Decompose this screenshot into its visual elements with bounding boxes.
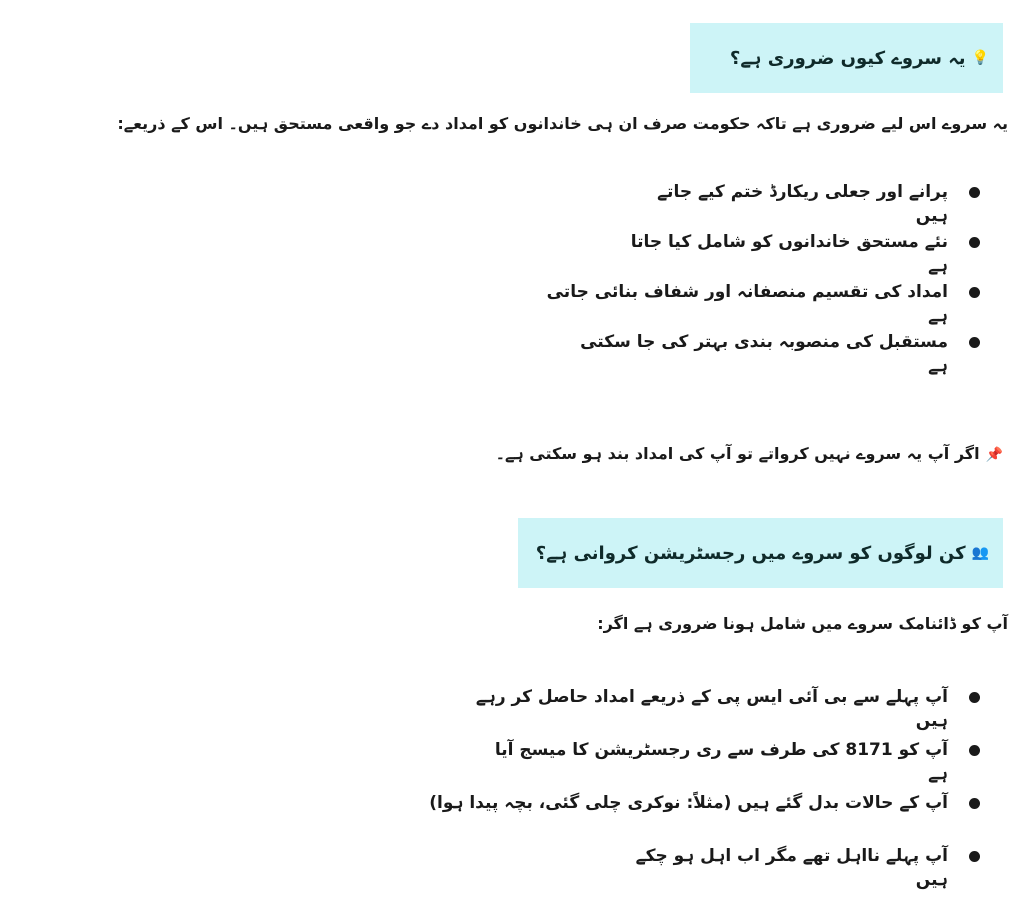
eligibility-list [429, 685, 980, 897]
bullet-icon [969, 798, 980, 809]
benefits-list [547, 180, 980, 380]
heading-text: کن لوگوں کو سروے میں رجسٹریشن کروانی ہے؟ [535, 542, 966, 564]
eligibility-intro: آپ کو ڈائنامک سروے میں شامل ہونا ضروری ہے اگر: [597, 614, 1008, 633]
list-item [547, 180, 980, 230]
item-line: ہے [928, 356, 948, 376]
list-item [429, 738, 980, 791]
lightbulb-icon: 💡 [971, 50, 989, 66]
item-line: مستقبل کی منصوبہ بندی بہتر کی جا سکتی [580, 332, 948, 352]
list-item [547, 330, 980, 380]
bullet-icon [969, 692, 980, 703]
section-heading-who-registers [518, 518, 1003, 588]
list-item [429, 844, 980, 897]
item-line: ہیں [915, 870, 948, 890]
item-line: پرانے اور جعلی ریکارڈ ختم کیے جاتے [657, 182, 948, 202]
item-line: ہے [928, 306, 948, 326]
bullet-icon [969, 187, 980, 198]
warning-note [496, 442, 1003, 467]
list-item [547, 230, 980, 280]
item-line: ہے [928, 256, 948, 276]
list-item [547, 280, 980, 330]
item-line: آپ پہلے نااہل تھے مگر اب اہل ہو چکے [635, 846, 948, 866]
item-line: امداد کی تقسیم منصفانہ اور شفاف بنائی جاتی [546, 282, 948, 302]
note-text: اگر آپ یہ سروے نہیں کرواتے تو آپ کی امداد بند ہو سکتی ہے۔ [495, 444, 980, 463]
item-line: آپ پہلے سے بی آئی ایس پی کے ذریعے امداد حاصل کر رہے [475, 687, 948, 707]
bullet-icon [969, 851, 980, 862]
people-icon: 👥 [971, 545, 989, 561]
item-line: آپ کے حالات بدل گئے ہیں (مثلاً: نوکری چلی گئی، بچہ پیدا ہوا) [429, 793, 948, 813]
item-line: ہے [928, 764, 948, 784]
pushpin-icon: 📌 [985, 447, 1003, 463]
item-line: نئے مستحق خاندانوں کو شامل کیا جاتا [630, 232, 948, 252]
list-item [429, 791, 980, 844]
item-line: ہیں [915, 206, 948, 226]
heading-text: یہ سروے کیوں ضروری ہے؟ [729, 47, 966, 69]
item-line: آپ کو 8171 کی طرف سے ری رجسٹریشن کا میسج آیا [494, 740, 948, 760]
bullet-icon [969, 337, 980, 348]
list-item [429, 685, 980, 738]
bullet-icon [969, 745, 980, 756]
bullet-icon [969, 287, 980, 298]
item-line: ہیں [915, 711, 948, 731]
bullet-icon [969, 237, 980, 248]
section-heading-why-survey [690, 23, 1003, 93]
intro-paragraph: یہ سروے اس لیے ضروری ہے تاکہ حکومت صرف ان ہی خاندانوں کو امداد دے جو واقعی مستحق ہیں۔ اس کے ذریعے: [117, 114, 1008, 133]
